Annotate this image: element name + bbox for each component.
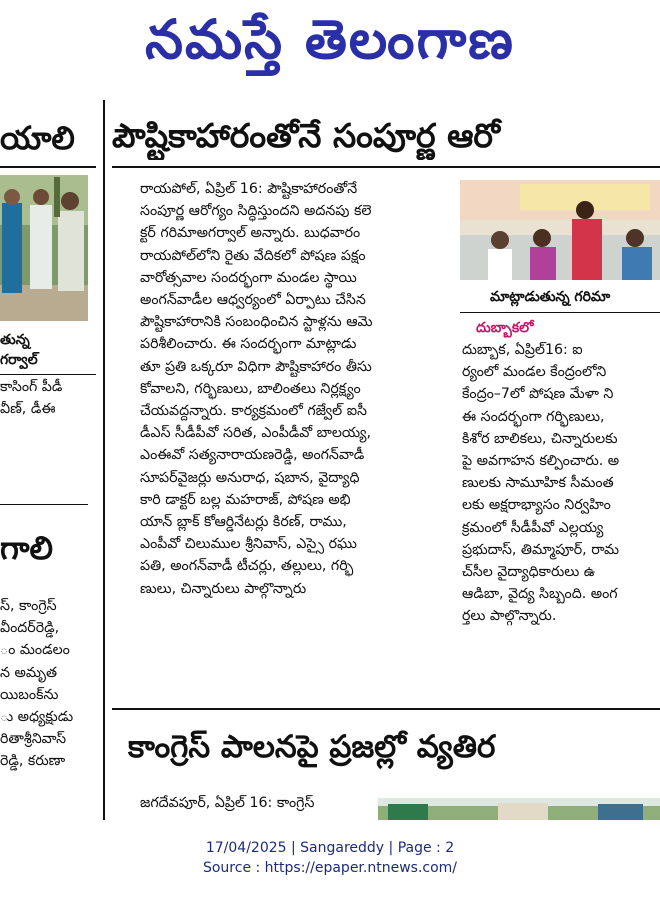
- left-photo-image: [0, 175, 88, 321]
- main-body-line: అంగన్‌వాడీల ఆధ్వర్యంలో ఏర్పాటు చేసిన: [140, 292, 366, 309]
- footer-source-line: Source : https://epaper.ntnews.com/: [202, 860, 458, 876]
- main-body-line: వారోత్సవాల సందర్భంగా మండల స్థాయి: [140, 269, 357, 286]
- bottom-photo-image: [378, 798, 660, 820]
- main-photo-caption: మాట్లాడుతున్న గరిమా: [490, 289, 611, 305]
- left-text-mid: [0, 595, 96, 773]
- left-text-line: రితాశ్రీనివాస్: [0, 731, 67, 748]
- left-text-line: యిబంక్‌ను: [0, 686, 59, 703]
- page-footer: [0, 838, 660, 878]
- side-body-line: కిశోర బాలికలు, చిన్నారులకు: [462, 430, 618, 447]
- side-body-line: క్రమంలో సీడీపీవో ఎల్లయ్య: [462, 519, 604, 536]
- left-caption-underline: [0, 374, 96, 375]
- footer-date-line: 17/04/2025 | Sangareddy | Page : 2: [205, 840, 455, 856]
- bottom-story-divider: [112, 708, 660, 710]
- main-headline: పౌష్టికాహారంతోనే సంపూర్ణ ఆరో: [112, 116, 500, 155]
- left-divider-top: [0, 166, 96, 168]
- left-photo: [0, 175, 88, 321]
- main-headline-rule: [112, 166, 660, 168]
- side-body-line: ఆడిబా, వైద్య సిబ్బంది. అంగ: [462, 586, 618, 603]
- left-text-line: ం మండలం: [0, 642, 70, 659]
- main-body-line: రాయపోల్‌లోని రైతు వేదికలో పోషణ పక్షం: [140, 247, 366, 264]
- bottom-photo: [378, 798, 660, 820]
- main-body-line: ఎంపీవో చిలుముల శ్రీనివాస్, ఎస్సై రఘు: [140, 536, 357, 553]
- side-body-line: ర్తలు పాల్గొన్నారు.: [462, 608, 557, 625]
- column-divider: [103, 100, 105, 820]
- main-body-line: డీఎస్ సీడీపీవో సరిత, ఎంపీడీవో బాలయ్య,: [140, 425, 372, 442]
- main-body-line: కోవాలని, గర్భిణులు, బాలింతలు నిర్లక్ష్యం: [140, 380, 361, 397]
- left-text-line: ు అధ్యక్షుడు: [0, 709, 74, 726]
- side-body-line: కేంద్రం–7లో పోషణ మేళా ని: [462, 386, 614, 403]
- left-text-line: కాసింగ్ పీడీ: [0, 379, 63, 395]
- left-text-line: వీణ్, డీఈ: [0, 401, 56, 418]
- main-body-line: రాయపోల్, ఏప్రిల్ 16: పౌష్టికాహారంతోనే: [140, 181, 358, 197]
- main-body-line: సూపర్‌వైజర్లు అనురాధ, షబాన, వైద్యాధి: [140, 469, 360, 486]
- side-body-line: ప్రభుదాస్, తిమ్మాపూర్, రామ: [462, 541, 620, 558]
- left-text-line: న అమృత: [0, 664, 57, 681]
- main-body-line: సంపూర్ణ ఆరోగ్యం సిద్ధిస్తుందని అదనపు కలె: [140, 203, 372, 220]
- bottom-headline: కాంగ్రెస్ పాలనపై ప్రజల్లో వ్యతిర: [128, 729, 496, 765]
- main-body-line: పతి, అంగన్‌వాడీ టీచర్లు, తల్లులు, గర్భి: [140, 558, 354, 575]
- side-body-line: లకు అక్షరాభ్యాసం నిర్వహిం: [462, 497, 611, 514]
- masthead: [0, 0, 660, 92]
- left-text-top: [0, 376, 96, 420]
- bottom-dateline: జగదేవపూర్, ఏప్రిల్ 16: కాంగ్రెస్: [140, 795, 315, 811]
- main-body-line: ణులు, చిన్నారులు పాల్గొన్నారు: [140, 580, 307, 597]
- main-photo: [460, 180, 660, 280]
- main-body-line: ఎంఈవో సత్యనారాయణరెడ్డి, అంగన్‌వాడీ: [140, 447, 365, 464]
- left-text-line: స్, కాంగ్రెస్: [0, 598, 57, 614]
- main-photo-image: [460, 180, 660, 280]
- main-caption-underline: [460, 312, 660, 313]
- side-body-line: ణులకు సామూహిక సీమంత: [462, 475, 614, 492]
- side-body-line: పై అవగాహన కల్పించారు. అ: [462, 453, 620, 470]
- left-headline-mid: గాలి: [0, 529, 53, 567]
- left-headline-top: యాలి: [0, 119, 75, 157]
- left-text-line: వీందర్‌రెడ్డి,: [0, 620, 60, 637]
- side-body-line: దుబ్బాక, ఏప్రిల్16: ఐ: [462, 342, 583, 358]
- main-body-line: యాన్ బ్లాక్ కోఆర్డినేటర్లు కిరణ్, రాము,: [140, 514, 347, 531]
- side-story-tag: దుబ్బాకలో: [476, 320, 534, 336]
- left-divider-mid: [0, 504, 88, 505]
- side-body-line: ఈ సందర్భంగా గర్భిణులు,: [462, 408, 605, 425]
- left-text-line: రెడ్డి, కరుణా: [0, 753, 66, 770]
- masthead-title: నమస్తే తెలంగాణ: [145, 7, 515, 71]
- left-photo-caption: [0, 330, 96, 370]
- left-caption-line: తున్న: [0, 332, 30, 348]
- main-body-line: తూ ప్రతి ఒక్కరూ విధిగా పౌష్టికాహారం తీసు: [140, 358, 372, 375]
- left-caption-line: గర్వాల్: [0, 352, 38, 368]
- main-body-line: క్టర్ గరిమాఅగర్వాల్ అన్నారు. బుధవారం: [140, 225, 361, 242]
- side-story-body: [462, 339, 660, 628]
- main-body-line: కారి డాక్టర్ బల్ల మహరాజ్, పోషణ అభి: [140, 491, 351, 508]
- side-body-line: చ్‌సీల వైద్యాధికారులు ఉ: [462, 564, 596, 581]
- side-body-line: ర్యంలో మండల కేంద్రంలోని: [462, 364, 607, 381]
- main-story-body: [140, 178, 446, 600]
- main-body-line: పౌష్టికాహారానికి సంబంధించిన స్టాళ్లను ఆమె: [140, 314, 373, 331]
- main-body-line: చేయవద్దన్నారు. కార్యక్రమంలో గజ్వేల్ ఐసీ: [140, 403, 367, 420]
- main-body-line: పరిశీలించారు. ఈ సందర్భంగా మాట్లాడు: [140, 336, 357, 353]
